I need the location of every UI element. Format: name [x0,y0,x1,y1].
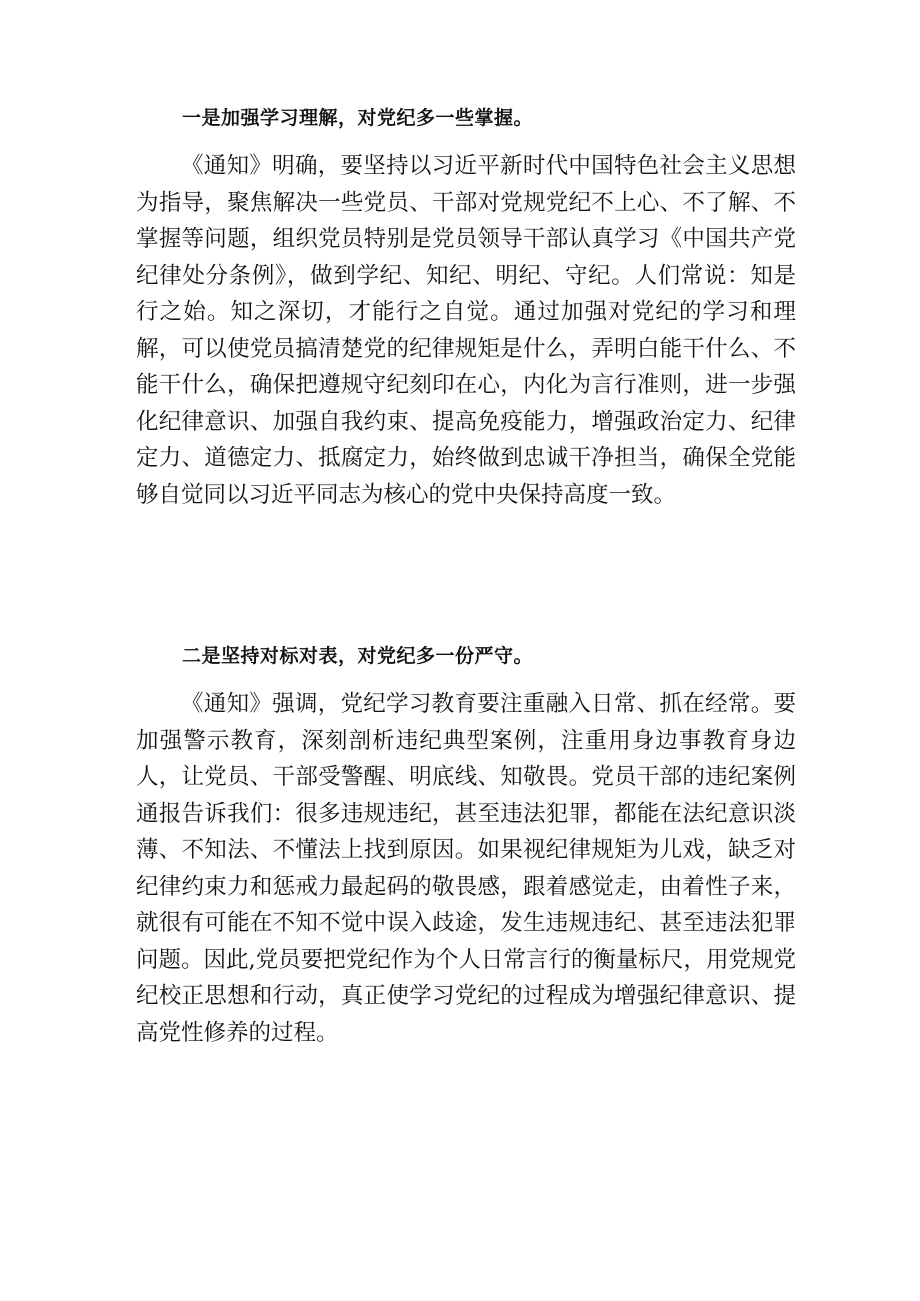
section-paragraph-2: 《通知》强调，党纪学习教育要注重融入日常、抓在经常。要加强警示教育，深刻剖析违纪典型案例，注重用身边事教育身边人，让党员、干部受警醒、明底线、知敬畏。党员干部的违纪案例通报告诉我们：很多违规违纪，甚至违法犯罪，都能在法纪意识淡薄、不知法、不懂法上找到原因。如果视纪律规矩为儿戏，缺乏对纪律约束力和惩戒力最起码的敬畏感，跟着感觉走，由着性子来，就很有可能在不知不觉中误入歧途，发生违规违纪、甚至违法犯罪问题。因此,党员要把党纪作为个人日常言行的衡量标尺，用党规党纪校正思想和行动，真正使学习党纪的过程成为增强纪律意识、提高党性修养的过程。 [136,691,796,1046]
section-heading-1: 一是加强学习理解，对党纪多一些掌握。 [182,107,534,129]
section-paragraph-1: 《通知》明确，要坚持以习近平新时代中国特色社会主义思想为指导，聚焦解决一些党员、干部对党规党纪不上心、不了解、不掌握等问题，组织党员特别是党员领导干部认真学习《中国共产党纪律处分条例》，做到学纪、知纪、明纪、守纪。人们常说：知是行之始。知之深切，才能行之自觉。通过加强对党纪的学习和理解，可以使党员搞清楚党的纪律规矩是什么，弄明白能干什么、不能干什么，确保把遵规守纪刻印在心，内化为言行准则，进一步强化纪律意识、加强自我约束、提高免疫能力，增强政治定力、纪律定力、道德定力、抵腐定力，始终做到忠诚干净担当，确保全党能够自觉同以习近平同志为核心的党中央保持高度一致。 [136,153,796,508]
section-heading-2: 二是坚持对标对表，对党纪多一份严守。 [182,645,534,667]
